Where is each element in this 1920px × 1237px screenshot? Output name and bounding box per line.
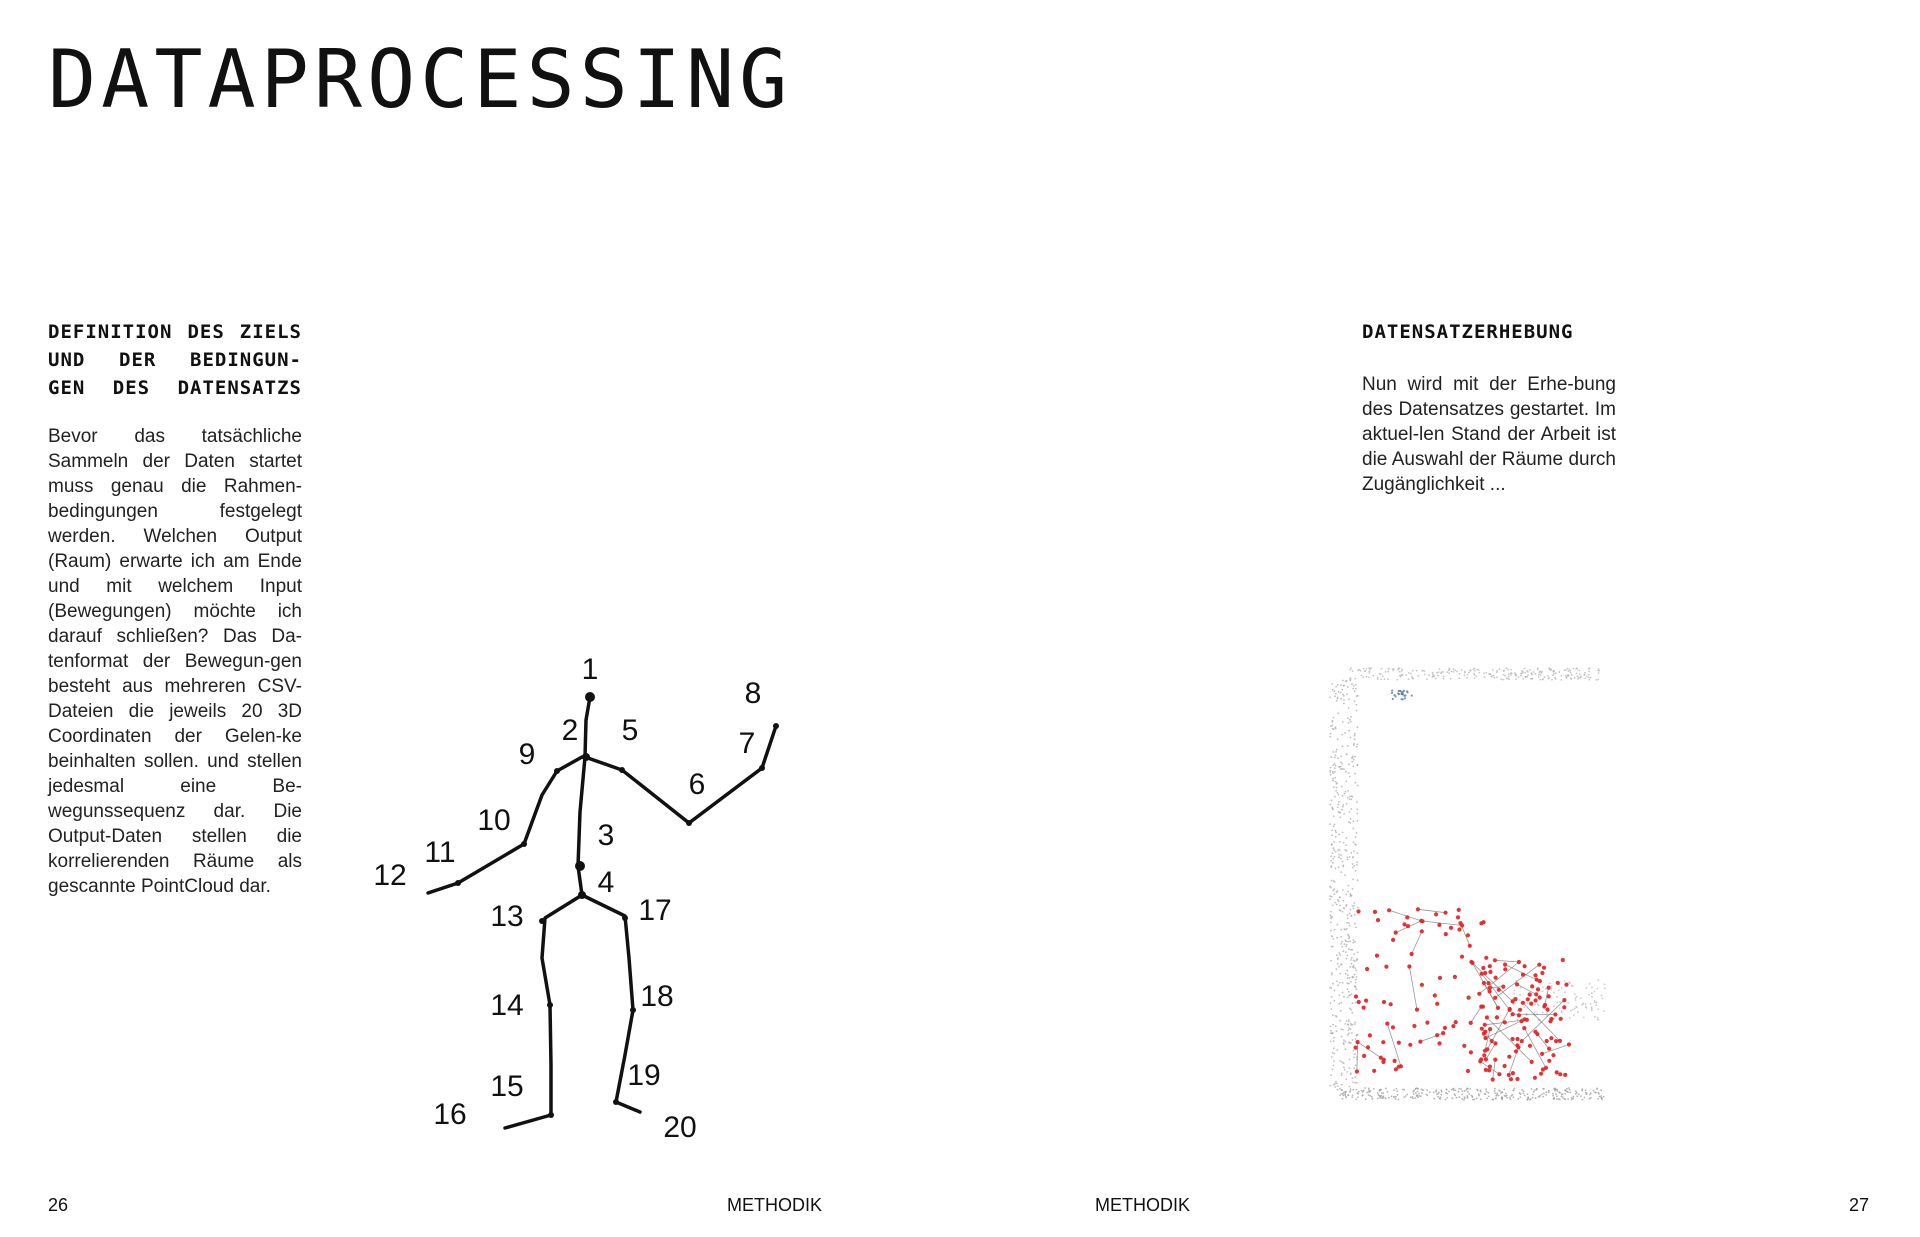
joint-label: 17 <box>638 894 672 927</box>
joint-label: 2 <box>561 714 579 747</box>
joint-label: 16 <box>433 1098 467 1131</box>
joint-label: 8 <box>744 677 762 710</box>
joint-label: 1 <box>581 653 599 686</box>
body-text-datensatzerhebung: Nun wird mit der Erhe-bung des Datensatzes gestartet. Im aktuel-len Stand der Arbeit ist die Auswahl der Räume durch Zugänglichkeit ... <box>1362 374 1616 495</box>
body-text-definition: Bevor das tatsächliche Sammeln der Daten startet muss genau die Rahmen-bedingungen festgelegt werden. Welchen Output (Raum) erwarte ich am Ende und mit welchem Input (Bewegungen) möchte ich darauf schließen? Das Da-tenformat der Bewegun-gen besteht aus mehreren CSV-Dateien die jeweils 20 3D Coordinaten der Gelen-ke beinhalten sollen. und stellen jedesmal eine Be-wegunssequenz dar. Die Output-Daten stellen die korrelierenden Räume als gescannte PointCloud dar. <box>48 426 302 897</box>
joint-label: 6 <box>688 768 706 801</box>
joint-label: 10 <box>477 804 511 837</box>
skeleton-joint-diagram <box>360 640 840 1160</box>
running-footer-right: METHODIK <box>1095 1195 1191 1215</box>
joint-label: 15 <box>490 1070 524 1103</box>
section-heading-definition: DEFINITION DES ZIELS UND DER BEDINGUN- GEN DES DATENSATZS <box>48 321 302 399</box>
joint-label: 3 <box>597 819 615 852</box>
joint-label: 4 <box>597 866 615 899</box>
joint-label: 7 <box>738 727 756 760</box>
joint-label: 13 <box>490 900 524 933</box>
joint-label: 5 <box>621 714 639 747</box>
page-number-left: 26 <box>48 1195 69 1215</box>
joint-label: 9 <box>518 738 536 771</box>
joint-label: 19 <box>627 1059 661 1092</box>
page-number-right: 27 <box>1849 1195 1870 1215</box>
joint-label: 14 <box>490 989 524 1022</box>
right-page <box>960 0 1920 1237</box>
pointcloud-scan-image <box>1310 660 1610 1110</box>
running-footer-left: METHODIK <box>727 1195 823 1215</box>
joint-label: 11 <box>424 836 456 869</box>
page-title: DATAPROCESSING <box>48 33 793 126</box>
joint-label: 12 <box>373 859 407 892</box>
section-heading-datensatzerhebung: DATENSATZERHEBUNG <box>1362 321 1574 343</box>
joint-label: 20 <box>663 1111 697 1144</box>
joint-label: 18 <box>640 980 674 1013</box>
